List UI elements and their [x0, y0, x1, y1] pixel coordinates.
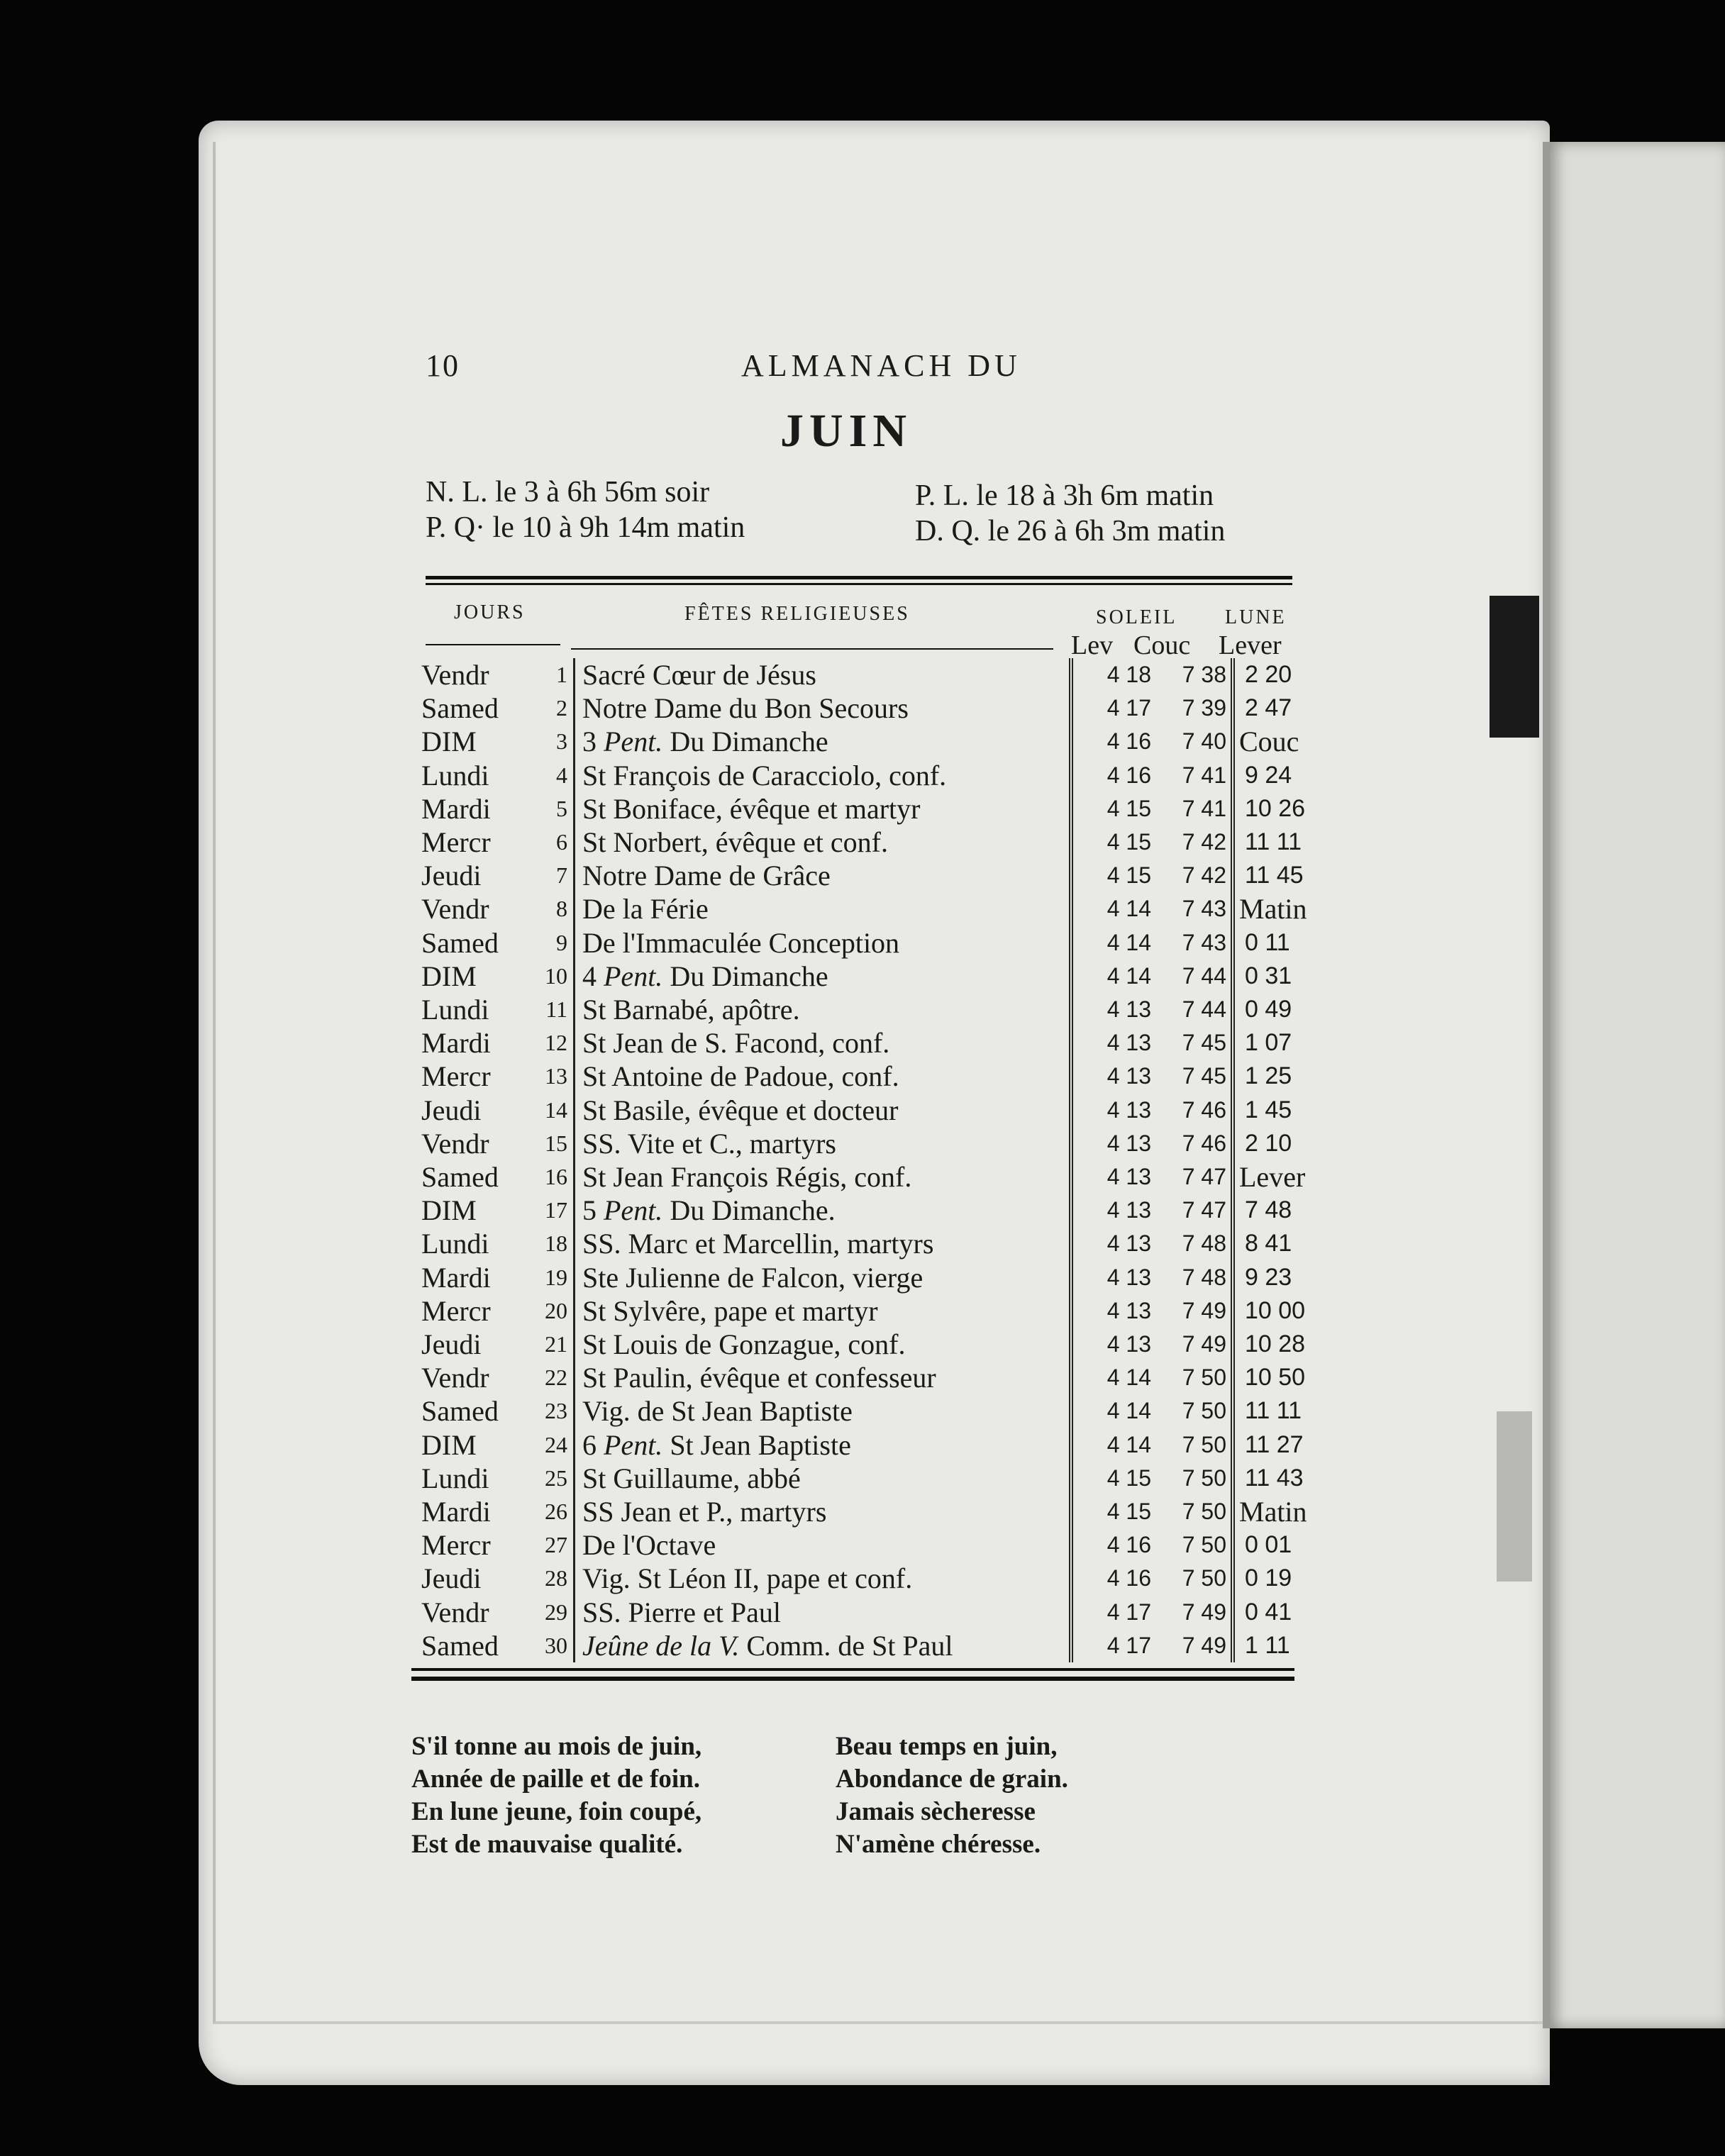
calendar-row: [421, 792, 1330, 826]
sunrise: 4 16: [1106, 728, 1151, 755]
sunset: 7 50: [1151, 1361, 1233, 1394]
sunrise: 4 13: [1106, 996, 1151, 1023]
calendar-row: [421, 1394, 1330, 1428]
moon-time: Matin: [1239, 893, 1307, 926]
day-number: 6: [514, 826, 575, 859]
day-number: 7: [514, 859, 575, 892]
moon-time: Lever: [1239, 1161, 1306, 1194]
sunset: 7 47: [1151, 1194, 1233, 1227]
feast-name: St Jean Baptiste: [662, 1428, 851, 1461]
feast-name: Du Dimanche: [662, 960, 828, 992]
moon-time: 10 00: [1245, 1296, 1306, 1324]
feast-italic: Pent.: [604, 726, 663, 758]
feast-cell: [575, 1261, 1072, 1294]
calendar-row: [421, 1227, 1330, 1260]
feast-name: St Barnabé, apôtre.: [582, 994, 800, 1026]
day-name: Samed: [421, 692, 499, 725]
feast-cell: [575, 892, 1072, 926]
feast-name: SS. Pierre et Paul: [582, 1596, 781, 1628]
feast-cell: [575, 1026, 1072, 1060]
proverb-left: [411, 1730, 701, 1861]
top-rule: [426, 576, 1292, 579]
feast-cell: [575, 1194, 1072, 1227]
feast-cell: [575, 926, 1072, 960]
sunrise: 4 14: [1106, 962, 1151, 989]
day-number: 11: [514, 993, 575, 1026]
sunrise: 4 13: [1106, 1197, 1151, 1223]
day-name: Mercr: [421, 1294, 491, 1327]
feast-cell: [575, 1361, 1072, 1394]
proverb-line: Jamais sècheresse: [836, 1797, 1036, 1826]
day-name: Vendr: [421, 1596, 489, 1628]
day-number: 4: [514, 759, 575, 792]
top-rule-thin: [426, 583, 1292, 585]
header-fetes: FÊTES RELIGIEUSES: [684, 603, 910, 625]
moon-time: 0 01: [1245, 1531, 1292, 1559]
day-name: Jeudi: [421, 860, 482, 892]
moon-time: 11 45: [1245, 862, 1304, 889]
calendar-row: [421, 892, 1330, 926]
sunset: 7 44: [1151, 993, 1233, 1026]
sunrise: 4 15: [1106, 829, 1151, 855]
day-number: 20: [514, 1294, 575, 1328]
day-number: 1: [514, 658, 575, 691]
feast-name: De l'Immaculée Conception: [582, 926, 900, 959]
torn-notch: [1490, 596, 1539, 738]
sunrise: 4 17: [1106, 1632, 1151, 1658]
month-title: JUIN: [780, 405, 913, 457]
feast-cell: [575, 1294, 1072, 1328]
day-name: Jeudi: [421, 1328, 482, 1361]
sunset: 7 49: [1151, 1629, 1233, 1662]
day-name: Vendr: [421, 1362, 489, 1394]
sunrise: 4 15: [1106, 795, 1151, 821]
sunset: 7 50: [1151, 1428, 1233, 1462]
moon-time: 10 28: [1245, 1330, 1306, 1358]
day-number: 8: [514, 892, 575, 926]
sunrise: 4 17: [1106, 1599, 1151, 1625]
day-name: DIM: [421, 726, 477, 758]
day-number: 5: [514, 792, 575, 826]
sunrise: 4 13: [1106, 1230, 1151, 1257]
day-name: Samed: [421, 1161, 499, 1194]
day-number: 21: [514, 1328, 575, 1361]
moon-time: Matin: [1239, 1496, 1307, 1528]
day-name: Lundi: [421, 1228, 489, 1260]
feast-cell: [575, 1227, 1072, 1260]
sunrise: 4 15: [1106, 1499, 1151, 1525]
calendar-row: [421, 1629, 1330, 1662]
feast-cell: [575, 792, 1072, 826]
day-number: 17: [514, 1194, 575, 1227]
feast-cell: [575, 691, 1072, 725]
day-name: Mardi: [421, 1027, 491, 1060]
sunset: 7 40: [1151, 725, 1233, 758]
feast-prefix: 4: [582, 960, 604, 992]
day-name: Samed: [421, 1629, 499, 1662]
sunset: 7 50: [1151, 1394, 1233, 1428]
sunset: 7 43: [1151, 892, 1233, 926]
sunrise: 4 13: [1106, 1164, 1151, 1190]
calendar-row: [421, 1462, 1330, 1495]
sunset: 7 49: [1151, 1294, 1233, 1328]
calendar-row: [421, 759, 1330, 792]
proverb-right: [836, 1730, 1068, 1861]
header-rule: [426, 644, 560, 645]
proverb-line: Est de mauvaise qualité.: [411, 1830, 683, 1859]
feast-name: St Jean François Régis, conf.: [582, 1161, 912, 1194]
calendar-table: [421, 658, 1330, 1662]
proverb-line: N'amène chéresse.: [836, 1830, 1041, 1859]
day-number: 25: [514, 1462, 575, 1495]
proverb-line: Année de paille et de foin.: [411, 1765, 700, 1794]
sunset: 7 50: [1151, 1562, 1233, 1595]
feast-cell: [575, 1060, 1072, 1093]
feast-name: St François de Caracciolo, conf.: [582, 759, 947, 791]
calendar-row: [421, 826, 1330, 859]
feast-cell: [575, 1462, 1072, 1495]
day-number: 27: [514, 1528, 575, 1562]
moon-time: Couc: [1239, 726, 1299, 758]
sunrise: 4 16: [1106, 762, 1151, 788]
feast-cell: [575, 658, 1072, 691]
moon-time: 0 49: [1245, 996, 1292, 1023]
moon-time: 9 23: [1245, 1263, 1292, 1291]
sunrise: 4 13: [1106, 1297, 1151, 1323]
feast-name: St Jean de S. Facond, conf.: [582, 1027, 890, 1060]
sunrise: 4 13: [1106, 1096, 1151, 1123]
moon-time: 0 41: [1245, 1598, 1292, 1626]
calendar-row: [421, 993, 1330, 1026]
day-number: 26: [514, 1495, 575, 1528]
calendar-row: [421, 1294, 1330, 1328]
calendar-row: [421, 691, 1330, 725]
sunrise: 4 17: [1106, 695, 1151, 721]
sunrise: 4 14: [1106, 1398, 1151, 1424]
moon-time: 2 20: [1245, 661, 1292, 688]
running-head: ALMANACH DU: [741, 348, 1021, 383]
sunrise: 4 13: [1106, 1130, 1151, 1156]
page-number: 10: [426, 348, 460, 383]
calendar-row: [421, 1127, 1330, 1160]
sunset: 7 39: [1151, 691, 1233, 725]
feast-name: St Louis de Gonzague, conf.: [582, 1328, 906, 1361]
sunset: 7 42: [1151, 859, 1233, 892]
day-number: 12: [514, 1026, 575, 1060]
feast-prefix: 6: [582, 1428, 604, 1461]
calendar-row: [421, 1160, 1330, 1194]
header-couc: Couc: [1133, 630, 1191, 660]
sunset: 7 50: [1151, 1462, 1233, 1495]
moon-time: 1 07: [1245, 1029, 1292, 1057]
day-name: Mardi: [421, 792, 491, 825]
day-name: DIM: [421, 960, 477, 992]
feast-prefix: 3: [582, 726, 604, 758]
day-number: 28: [514, 1562, 575, 1595]
moon-time: 0 31: [1245, 962, 1292, 989]
day-name: DIM: [421, 1428, 477, 1461]
calendar-row: [421, 658, 1330, 691]
day-number: 9: [514, 926, 575, 960]
day-name: Vendr: [421, 1127, 489, 1160]
sunrise: 4 16: [1106, 1532, 1151, 1558]
calendar-row: [421, 1361, 1330, 1394]
day-number: 15: [514, 1127, 575, 1160]
sunset: 7 44: [1151, 960, 1233, 993]
calendar-row: [421, 960, 1330, 993]
day-name: DIM: [421, 1194, 477, 1227]
feast-name: St Sylvêre, pape et martyr: [582, 1294, 878, 1327]
feast-cell: [575, 1495, 1072, 1528]
sunset: 7 45: [1151, 1026, 1233, 1060]
proverb-line: S'il tonne au mois de juin,: [411, 1732, 702, 1761]
feast-cell: [575, 1328, 1072, 1361]
feast-italic: Pent.: [604, 960, 663, 992]
feast-cell: [575, 1629, 1072, 1662]
day-number: 2: [514, 691, 575, 725]
calendar-row: [421, 1060, 1330, 1093]
bottom-rule: [411, 1668, 1294, 1671]
sunset: 7 46: [1151, 1127, 1233, 1160]
sunset: 7 42: [1151, 826, 1233, 859]
last-quarter-line: D. Q. le 26 à 6h 3m matin: [915, 515, 1226, 548]
feast-name: De la Férie: [582, 893, 709, 926]
feast-name: St Norbert, évêque et conf.: [582, 826, 888, 859]
feast-name: St Boniface, évêque et martyr: [582, 792, 921, 825]
day-name: Mardi: [421, 1261, 491, 1294]
day-name: Jeudi: [421, 1562, 482, 1595]
day-name: Mercr: [421, 1060, 491, 1093]
feast-italic: Pent.: [604, 1194, 663, 1227]
feast-cell: [575, 1094, 1072, 1127]
sunset: 7 43: [1151, 926, 1233, 960]
sunrise: 4 14: [1106, 929, 1151, 955]
day-number: 18: [514, 1227, 575, 1260]
moon-time: 7 48: [1245, 1196, 1292, 1224]
calendar-row: [421, 1528, 1330, 1562]
moon-time: 10 50: [1245, 1364, 1306, 1391]
sunset: 7 48: [1151, 1227, 1233, 1260]
feast-name: SS. Vite et C., martyrs: [582, 1127, 836, 1160]
moon-time: 10 26: [1245, 794, 1306, 822]
sunrise: 4 13: [1106, 1331, 1151, 1357]
feast-cell: [575, 1127, 1072, 1160]
sunset: 7 46: [1151, 1094, 1233, 1127]
moon-time: 11 11: [1245, 1397, 1302, 1425]
sunrise: 4 14: [1106, 1431, 1151, 1457]
moon-time: 11 43: [1245, 1464, 1304, 1491]
day-name: Lundi: [421, 994, 489, 1026]
feast-name: Notre Dame du Bon Secours: [582, 692, 909, 725]
feast-cell: [575, 960, 1072, 993]
day-name: Mercr: [421, 826, 491, 859]
day-number: 22: [514, 1361, 575, 1394]
feast-name: St Guillaume, abbé: [582, 1462, 801, 1494]
proverb-line: En lune jeune, foin coupé,: [411, 1797, 702, 1826]
proverb-line: Beau temps en juin,: [836, 1732, 1058, 1761]
calendar-row: [421, 725, 1330, 758]
feast-name: Ste Julienne de Falcon, vierge: [582, 1261, 923, 1294]
calendar-row: [421, 1562, 1330, 1595]
calendar-row: [421, 1194, 1330, 1227]
day-number: 19: [514, 1261, 575, 1294]
calendar-row: [421, 926, 1330, 960]
sunrise: 4 14: [1106, 896, 1151, 922]
day-number: 23: [514, 1394, 575, 1428]
feast-name: De l'Octave: [582, 1529, 716, 1562]
feast-name: Vig. St Léon II, pape et conf.: [582, 1562, 913, 1595]
sunrise: 4 14: [1106, 1365, 1151, 1391]
header-lever: Lever: [1219, 630, 1282, 660]
sunset: 7 45: [1151, 1060, 1233, 1093]
feast-name: St Basile, évêque et docteur: [582, 1094, 899, 1126]
calendar-row: [421, 1026, 1330, 1060]
feast-name: Comm. de St Paul: [739, 1629, 953, 1662]
sunset: 7 50: [1151, 1528, 1233, 1562]
feast-cell: [575, 1562, 1072, 1595]
bottom-rule-thick: [411, 1677, 1294, 1681]
calendar-row: [421, 1094, 1330, 1127]
sunset: 7 50: [1151, 1495, 1233, 1528]
header-lune: LUNE: [1225, 606, 1287, 628]
day-name: Samed: [421, 926, 499, 959]
sunrise: 4 13: [1106, 1264, 1151, 1290]
sunset: 7 49: [1151, 1328, 1233, 1361]
feast-name: Sacré Cœur de Jésus: [582, 659, 816, 691]
sunrise: 4 15: [1106, 862, 1151, 889]
feast-name: Vig. de St Jean Baptiste: [582, 1395, 853, 1428]
feast-name: St Paulin, évêque et confesseur: [582, 1362, 936, 1394]
feast-cell: [575, 859, 1072, 892]
calendar-row: [421, 859, 1330, 892]
torn-notch: [1497, 1411, 1532, 1582]
calendar-row: [421, 1328, 1330, 1361]
feast-cell: [575, 1160, 1072, 1194]
feast-italic: Pent.: [604, 1428, 663, 1461]
sunset: 7 49: [1151, 1596, 1233, 1629]
sunset: 7 47: [1151, 1160, 1233, 1194]
page-fold: [1543, 142, 1550, 2028]
feast-name: St Antoine de Padoue, conf.: [582, 1060, 899, 1093]
feast-cell: [575, 759, 1072, 792]
moon-time: 9 24: [1245, 761, 1292, 789]
feast-cell: [575, 1596, 1072, 1629]
header-rule: [571, 648, 1053, 650]
feast-name: SS. Marc et Marcellin, martyrs: [582, 1228, 934, 1260]
sunrise: 4 16: [1106, 1565, 1151, 1591]
feast-name: Du Dimanche: [662, 726, 828, 758]
day-number: 10: [514, 960, 575, 993]
sunset: 7 41: [1151, 759, 1233, 792]
day-number: 3: [514, 725, 575, 758]
moon-time: 1 45: [1245, 1096, 1292, 1123]
sunset: 7 38: [1151, 658, 1233, 691]
sunrise: 4 18: [1106, 662, 1151, 687]
day-name: Vendr: [421, 893, 489, 926]
moon-time: 0 11: [1245, 928, 1290, 956]
day-number: 24: [514, 1428, 575, 1462]
moon-time: 1 11: [1245, 1631, 1290, 1659]
feast-cell: [575, 725, 1072, 758]
feast-cell: [575, 826, 1072, 859]
sunrise: 4 15: [1106, 1465, 1151, 1491]
feast-cell: [575, 993, 1072, 1026]
moon-time: 0 19: [1245, 1565, 1292, 1592]
day-number: 14: [514, 1094, 575, 1127]
day-name: Jeudi: [421, 1094, 482, 1126]
moon-time: 8 41: [1245, 1230, 1292, 1257]
moon-time: 11 11: [1245, 828, 1302, 856]
facing-page-edge: [1550, 142, 1725, 2028]
calendar-row: [421, 1495, 1330, 1528]
proverb-line: Abondance de grain.: [836, 1765, 1068, 1794]
feast-cell: [575, 1428, 1072, 1462]
feast-name: Du Dimanche.: [662, 1194, 836, 1227]
day-name: Lundi: [421, 1462, 489, 1494]
feast-cell: [575, 1528, 1072, 1562]
feast-italic: Jeûne de la V.: [582, 1629, 740, 1662]
calendar-row: [421, 1428, 1330, 1462]
day-name: Mardi: [421, 1496, 491, 1528]
day-number: 29: [514, 1596, 575, 1629]
feast-cell: [575, 1394, 1072, 1428]
calendar-row: [421, 1596, 1330, 1629]
sunset: 7 41: [1151, 792, 1233, 826]
sunrise: 4 13: [1106, 1030, 1151, 1056]
moon-time: 11 27: [1245, 1430, 1304, 1458]
day-name: Vendr: [421, 659, 489, 691]
day-name: Lundi: [421, 759, 489, 791]
full-moon-line: P. L. le 18 à 3h 6m matin: [915, 479, 1214, 512]
day-name: Samed: [421, 1395, 499, 1428]
feast-prefix: 5: [582, 1194, 604, 1227]
day-number: 30: [514, 1629, 575, 1662]
header-lev: Lev: [1071, 630, 1114, 660]
header-soleil: SOLEIL: [1096, 606, 1177, 628]
moon-time: 2 47: [1245, 694, 1292, 722]
sunrise: 4 13: [1106, 1063, 1151, 1089]
header-jours: JOURS: [454, 601, 526, 623]
moon-time: 2 10: [1245, 1129, 1292, 1157]
feast-name: Notre Dame de Grâce: [582, 860, 831, 892]
day-number: 16: [514, 1160, 575, 1194]
day-name: Mercr: [421, 1529, 491, 1562]
feast-name: SS Jean et P., martyrs: [582, 1496, 827, 1528]
new-moon-line: N. L. le 3 à 6h 56m soir: [426, 476, 710, 509]
moon-time: 1 25: [1245, 1062, 1292, 1090]
first-quarter-line: P. Q· le 10 à 9h 14m matin: [426, 511, 745, 544]
calendar-row: [421, 1261, 1330, 1294]
day-number: 13: [514, 1060, 575, 1093]
sunset: 7 48: [1151, 1261, 1233, 1294]
